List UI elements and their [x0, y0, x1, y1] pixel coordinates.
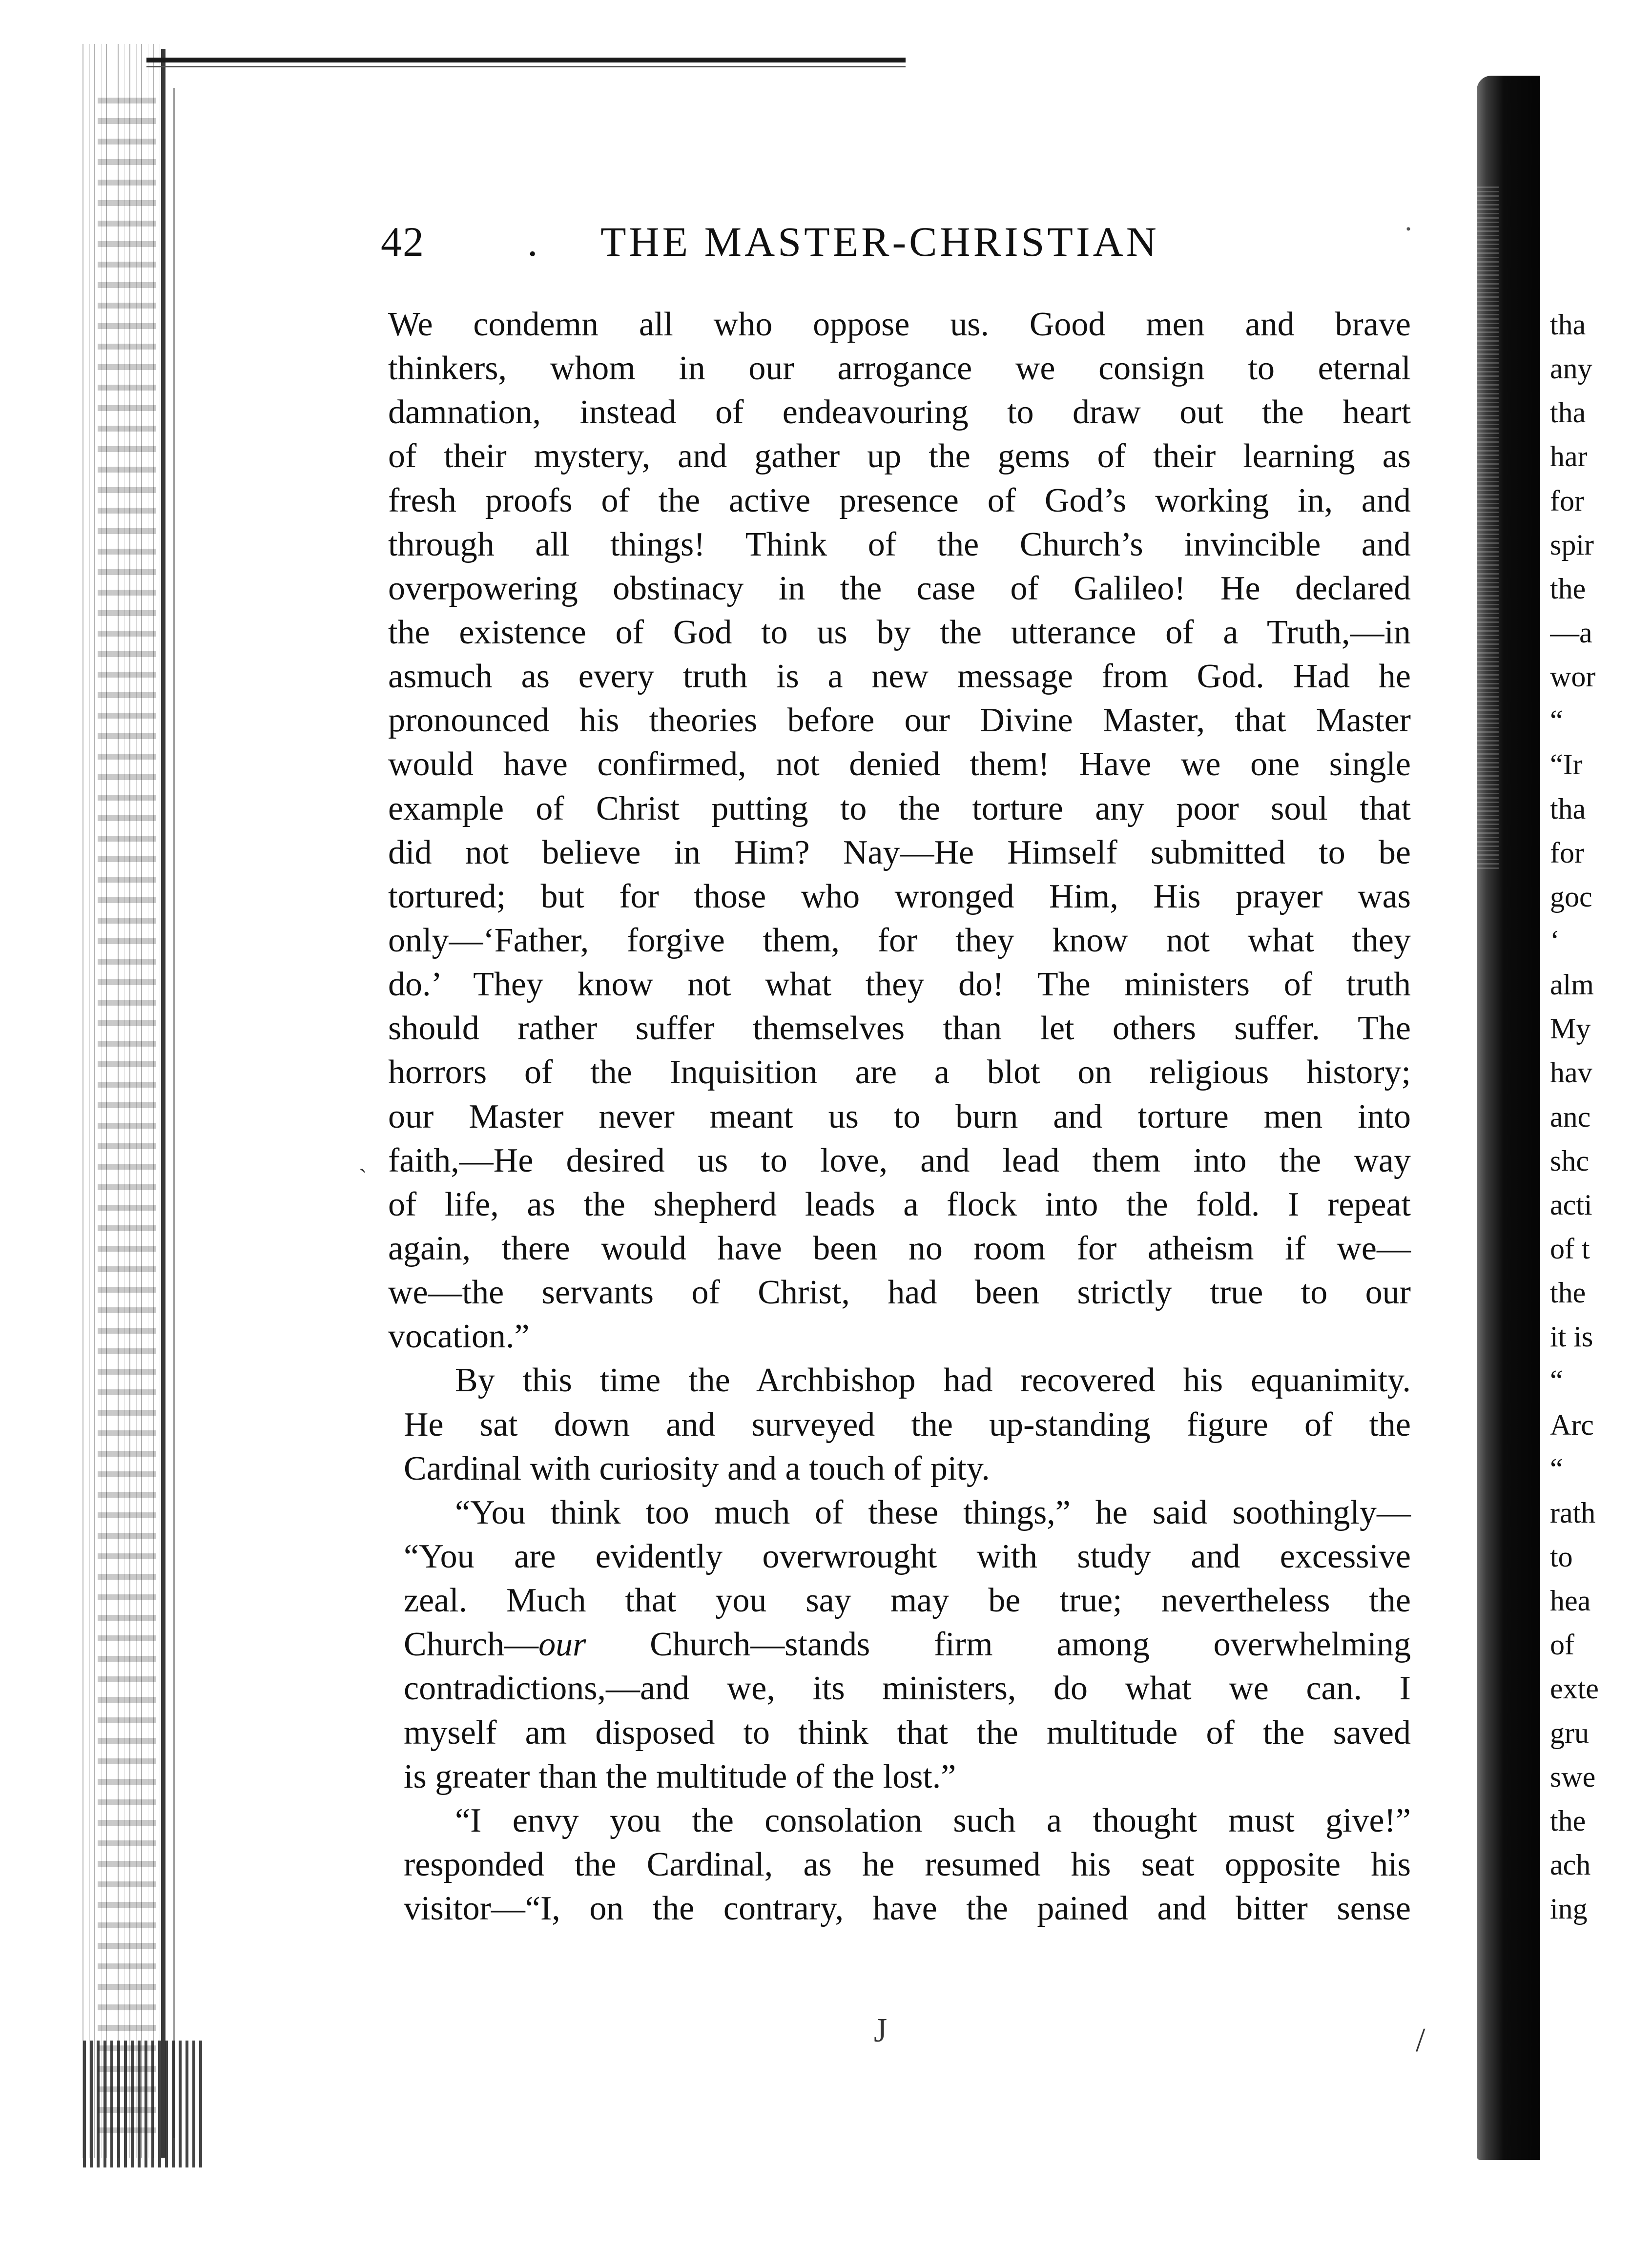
body-line: do.’ They know not what they do! The ministers of truth [388, 966, 1411, 1004]
body-line: zeal. Much that you say may be true; nevertheless the [404, 1582, 1411, 1620]
top-edge-rule-thin [146, 66, 906, 67]
facing-line: for [1550, 836, 1584, 869]
spine-edge-noise [1460, 186, 1499, 869]
top-edge-rule [146, 58, 906, 62]
facing-line: har [1550, 440, 1588, 473]
facing-line: shc [1550, 1144, 1589, 1177]
binding-line [161, 49, 165, 2158]
body-line: tortured; but for those who wronged Him, His prayer was [388, 877, 1411, 915]
body-line: pronounced his theories before our Divine Master, that Master [388, 702, 1411, 740]
facing-line: wor [1550, 660, 1596, 693]
facing-line: spir [1550, 528, 1594, 561]
binding-line-secondary [173, 88, 175, 2138]
body-line: thinkers, whom in our arrogance we consign to eternal [388, 350, 1411, 388]
page-number: 42 [381, 218, 425, 265]
body-line: of life, as the shepherd leads a flock into the fold. I repeat [388, 1185, 1411, 1223]
facing-line: tha [1550, 309, 1586, 341]
body-line: would have confirmed, not denied them! Have we one single [388, 745, 1411, 784]
body-line: contradictions,—and we, its ministers, do what we can. I [404, 1670, 1411, 1708]
facing-line: any [1550, 352, 1592, 385]
facing-line: tha [1550, 792, 1586, 825]
running-title: THE MASTER-CHRISTIAN [600, 218, 1159, 265]
facing-line: tha [1550, 396, 1586, 429]
facing-line: of [1550, 1629, 1574, 1661]
facing-line: to [1550, 1540, 1573, 1573]
facing-line: —a [1550, 616, 1592, 649]
facing-line: of t [1550, 1232, 1590, 1265]
body-line: fresh proofs of the active presence of God’s working in, and [388, 481, 1411, 519]
body-line: damnation, instead of endeavouring to draw out the heart [388, 393, 1411, 432]
facing-line: “ [1550, 704, 1563, 737]
body-line: faith,—He desired us to love, and lead them into the way [388, 1141, 1411, 1179]
body-line: only—‘Father, forgive them, for they know not what they [388, 921, 1411, 959]
facing-line: “ [1550, 1452, 1563, 1485]
stray-tick: ˎ [359, 1145, 367, 1173]
body-line: we—the servants of Christ, had been strictly true to our [388, 1274, 1411, 1312]
body-line: By this time the Archbishop had recovered his equanimity. [455, 1362, 1411, 1400]
facing-page-fragments [1550, 303, 1652, 1931]
body-line: “I envy you the consolation such a thought must give!” [455, 1801, 1411, 1839]
facing-line: “Ir [1550, 748, 1583, 781]
header-stray-dot: · [1404, 213, 1413, 245]
facing-line: alm [1550, 969, 1594, 1001]
body-line: He sat down and surveyed the up-standing figure of the [404, 1405, 1411, 1444]
body-line: horrors of the Inquisition are a blot on religious history; [388, 1053, 1411, 1092]
facing-line: hav [1550, 1056, 1592, 1089]
binding-edge-bottom [83, 2041, 205, 2167]
binding-edge-noise [98, 98, 156, 2148]
facing-line: goc [1550, 880, 1592, 913]
facing-line: the [1550, 1277, 1586, 1309]
body-line: our Master never meant us to burn and torture men into [388, 1097, 1411, 1135]
facing-line: hea [1550, 1585, 1591, 1617]
facing-line: rath [1550, 1496, 1596, 1529]
facing-line: acti [1550, 1188, 1592, 1221]
facing-line: My [1550, 1012, 1591, 1045]
facing-line: gru [1550, 1716, 1589, 1749]
stray-mark: J [874, 2012, 888, 2049]
body-line: overpowering obstinacy in the case of Galileo! He declared [388, 569, 1411, 607]
body-line: “You think too much of these things,” he said soothingly— [455, 1493, 1411, 1531]
body-line: asmuch as every truth is a new message from God. Had he [388, 658, 1411, 696]
body-line: responded the Cardinal, as he resumed his seat opposite his [404, 1845, 1411, 1883]
body-line: did not believe in Him? Nay—He Himself submitted to be [388, 833, 1411, 871]
body-line: the existence of God to us by the utterance of a Truth,—in [388, 613, 1411, 651]
facing-line: it is [1550, 1321, 1593, 1353]
body-line: through all things! Think of the Church’s invincible and [388, 525, 1411, 563]
facing-line: ‘ [1550, 924, 1560, 957]
facing-line: Arc [1550, 1408, 1594, 1441]
body-line: should rather suffer themselves than let others suffer. The [388, 1010, 1411, 1048]
stray-mark: / [1416, 2022, 1425, 2059]
facing-line: ach [1550, 1848, 1591, 1881]
body-line: of their mystery, and gather up the gems of their learning as [388, 437, 1411, 475]
facing-line: the [1550, 572, 1586, 605]
body-line: vocation.” [388, 1318, 530, 1356]
body-line: We condemn all who oppose us. Good men and brave [388, 306, 1411, 343]
body-line: visitor—“I, on the contrary, have the pained and bitter sense [404, 1890, 1411, 1928]
body-line: Cardinal with curiosity and a touch of pity. [404, 1449, 990, 1487]
body-line: “You are evidently overwrought with study and excessive [404, 1537, 1411, 1575]
body-text [388, 303, 1411, 1931]
body-line: Church—our Church—stands firm among overwhelming [404, 1626, 1411, 1664]
facing-line: anc [1550, 1100, 1591, 1133]
facing-line: for [1550, 484, 1584, 517]
body-line: myself am disposed to think that the multitude of the saved [404, 1713, 1411, 1752]
facing-line: the [1550, 1804, 1586, 1837]
body-line: example of Christ putting to the torture any poor soul that [388, 789, 1411, 827]
body-line: is greater than the multitude of the lost.” [404, 1757, 956, 1795]
header-separator: . [527, 218, 538, 265]
facing-line: “ [1550, 1364, 1563, 1397]
facing-line: swe [1550, 1760, 1596, 1793]
facing-line: exte [1550, 1672, 1599, 1705]
facing-line: ing [1550, 1893, 1588, 1925]
body-line: again, there would have been no room for atheism if we— [388, 1229, 1411, 1267]
